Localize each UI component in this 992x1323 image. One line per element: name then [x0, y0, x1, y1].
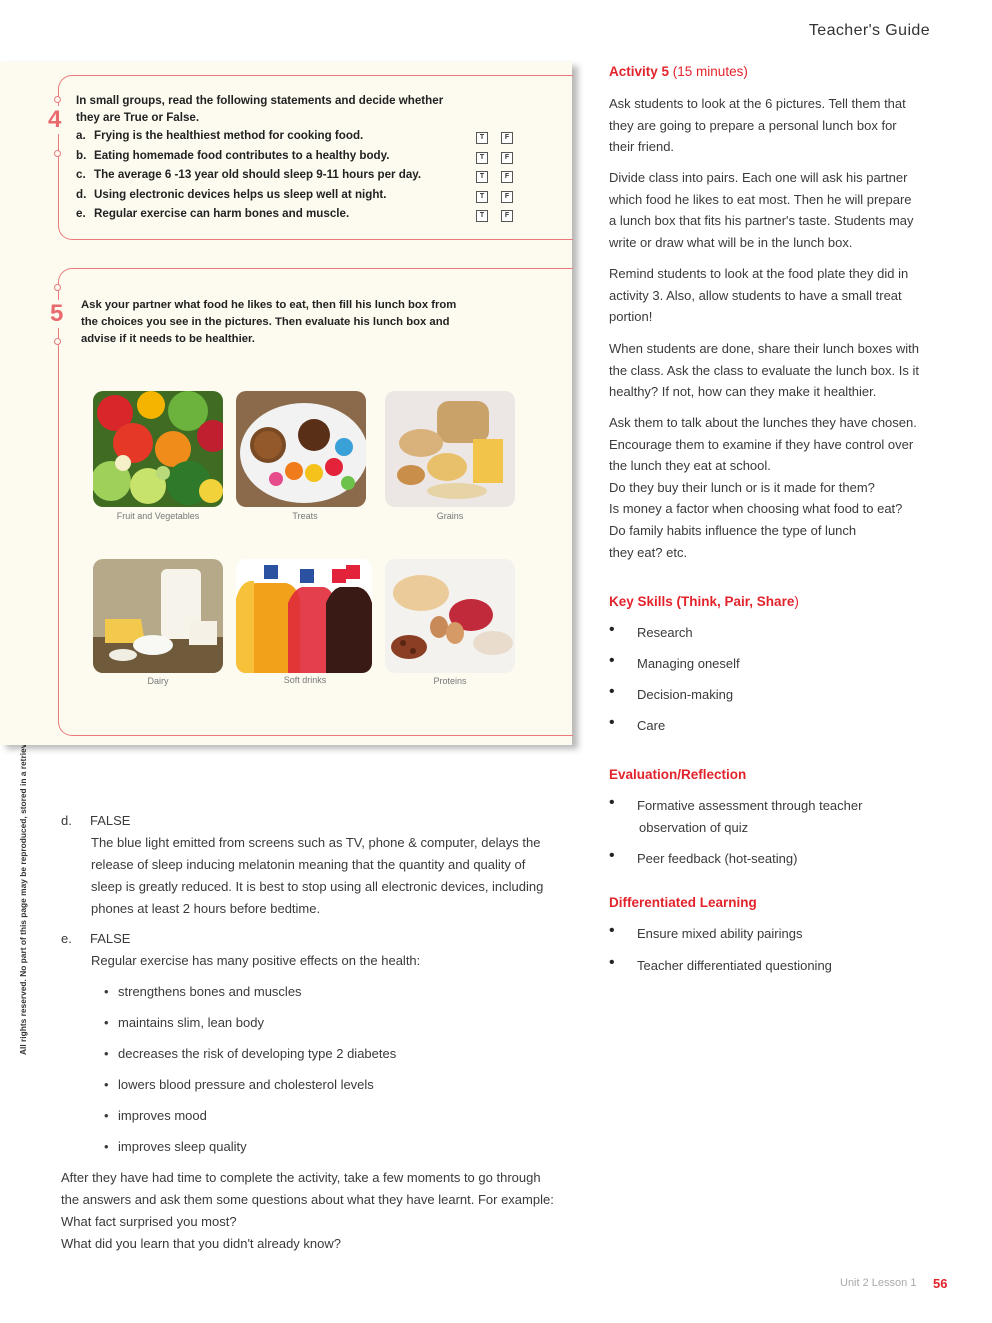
q5-frame-dot-bottom	[54, 338, 61, 345]
activity-paragraph: When students are done, share their lunch boxes with the class. Ask the class to evaluate the lunch box. Is it healthy? If not, how can they make it healthier.	[609, 341, 920, 400]
caption-fruit-vegetables: Fruit and Vegetables	[116, 511, 200, 521]
statement-row: b. Eating homemade food contributes to a healthy body. T F	[76, 149, 516, 167]
benefit-list-item: • strengthens bones and muscles	[104, 984, 302, 999]
true-checkbox[interactable]: T	[476, 132, 488, 144]
activity-paragraph: Remind students to look at the food plate they did in activity 3. Also, allow students to have a small treat portion!	[609, 266, 909, 325]
page-header-title: Teacher's Guide	[808, 22, 930, 39]
caption-soft-drinks: Soft drinks	[283, 675, 327, 685]
statement-row: a. Frying is the healthiest method for cooking food. T F	[76, 129, 516, 147]
dairy-image	[93, 559, 223, 673]
activity-heading: Activity 5 (15 minutes)	[609, 64, 748, 79]
footer-unit-label: Unit 2 Lesson 1	[840, 1277, 917, 1289]
activity-paragraph: Divide class into pairs. Each one will ask his partner which food he likes to eat most. Then he will prepare a lunch box that fits his partner's taste. Students may write or draw what will be in the lunch box.	[609, 170, 914, 250]
differentiated-learning-heading: Differentiated Learning	[609, 895, 757, 910]
statement-row: d. Using electronic devices helps us sleep well at night. T F	[76, 188, 516, 206]
q4-frame-dot-top	[54, 96, 61, 103]
benefit-list-item: • decreases the risk of developing type 2 diabetes	[104, 1046, 396, 1061]
answer-d-letter: d.	[61, 813, 72, 828]
proteins-image	[385, 559, 515, 673]
caption-proteins: Proteins	[433, 676, 467, 686]
caption-treats: Treats	[292, 511, 318, 521]
benefit-list-item: • improves sleep quality	[104, 1139, 247, 1154]
benefit-list-item: • improves mood	[104, 1108, 207, 1123]
false-checkbox[interactable]: F	[501, 210, 513, 222]
answer-d-verdict: FALSE	[90, 813, 131, 828]
answer-e-intro: Regular exercise has many positive effects on the health:	[91, 953, 421, 968]
key-skills-heading: Key Skills (Think, Pair, Share)	[609, 594, 799, 609]
statement-row: c. The average 6 -13 year old should sleep 9-11 hours per day. T F	[76, 168, 516, 186]
page-number: 56	[933, 1276, 948, 1291]
answer-d-explanation: The blue light emitted from screens such as TV, phone & computer, delays the release of sleep inducing melatonin meaning that the quantity and quality of sleep is greatly reduced. It is best to stop using all electronic devices, including phones at least 2 hours before bedtime.	[91, 835, 544, 916]
closing-paragraph: After they have had time to complete the activity, take a few moments to go through the answers and ask them some questions about what they have learnt. For example: What fact surprised you most? What did you learn that you didn't already know?	[61, 1170, 554, 1251]
activity-paragraph: Ask students to look at the 6 pictures. Tell them that they are going to prepare a personal lunch box for their friend.	[609, 96, 906, 155]
q5-frame-dot-top	[54, 284, 61, 291]
true-checkbox[interactable]: T	[476, 152, 488, 164]
true-checkbox[interactable]: T	[476, 210, 488, 222]
false-checkbox[interactable]: F	[501, 132, 513, 144]
answer-e-verdict: FALSE	[90, 931, 131, 946]
false-checkbox[interactable]: F	[501, 191, 513, 203]
caption-dairy: Dairy	[147, 676, 169, 686]
q5-intro: Ask your partner what food he likes to eat, then fill his lunch box from the choices you see in the pictures. Then evaluate his lunch box and advise if it needs to be healthier.	[81, 299, 457, 345]
q4-intro: In small groups, read the following statements and decide whether they are True or False.	[76, 94, 444, 124]
benefit-list-item: • lowers blood pressure and cholesterol levels	[104, 1077, 374, 1092]
soft-drinks-image	[236, 559, 372, 673]
activity-paragraph: Ask them to talk about the lunches they have chosen. Encourage them to examine if they have control over the lunch they eat at school. Do they buy their lunch or is it made for them? Is money a factor when choosing what food to eat? Do family habits influence the type of lunch they eat? etc.	[609, 415, 917, 560]
caption-grains: Grains	[436, 511, 464, 521]
answer-e-letter: e.	[61, 931, 72, 946]
false-checkbox[interactable]: F	[501, 171, 513, 183]
fruit-vegetables-image	[93, 391, 223, 507]
evaluation-heading: Evaluation/Reflection	[609, 767, 747, 782]
benefit-list-item: • maintains slim, lean body	[104, 1015, 264, 1030]
q4-number: 4	[48, 106, 62, 133]
statement-row: e. Regular exercise can harm bones and muscle. T F	[76, 207, 516, 225]
q4-frame-dot-bottom	[54, 150, 61, 157]
grains-image	[385, 391, 515, 507]
true-checkbox[interactable]: T	[476, 171, 488, 183]
false-checkbox[interactable]: F	[501, 152, 513, 164]
q5-number: 5	[50, 300, 64, 327]
true-checkbox[interactable]: T	[476, 191, 488, 203]
treats-image	[236, 391, 366, 507]
